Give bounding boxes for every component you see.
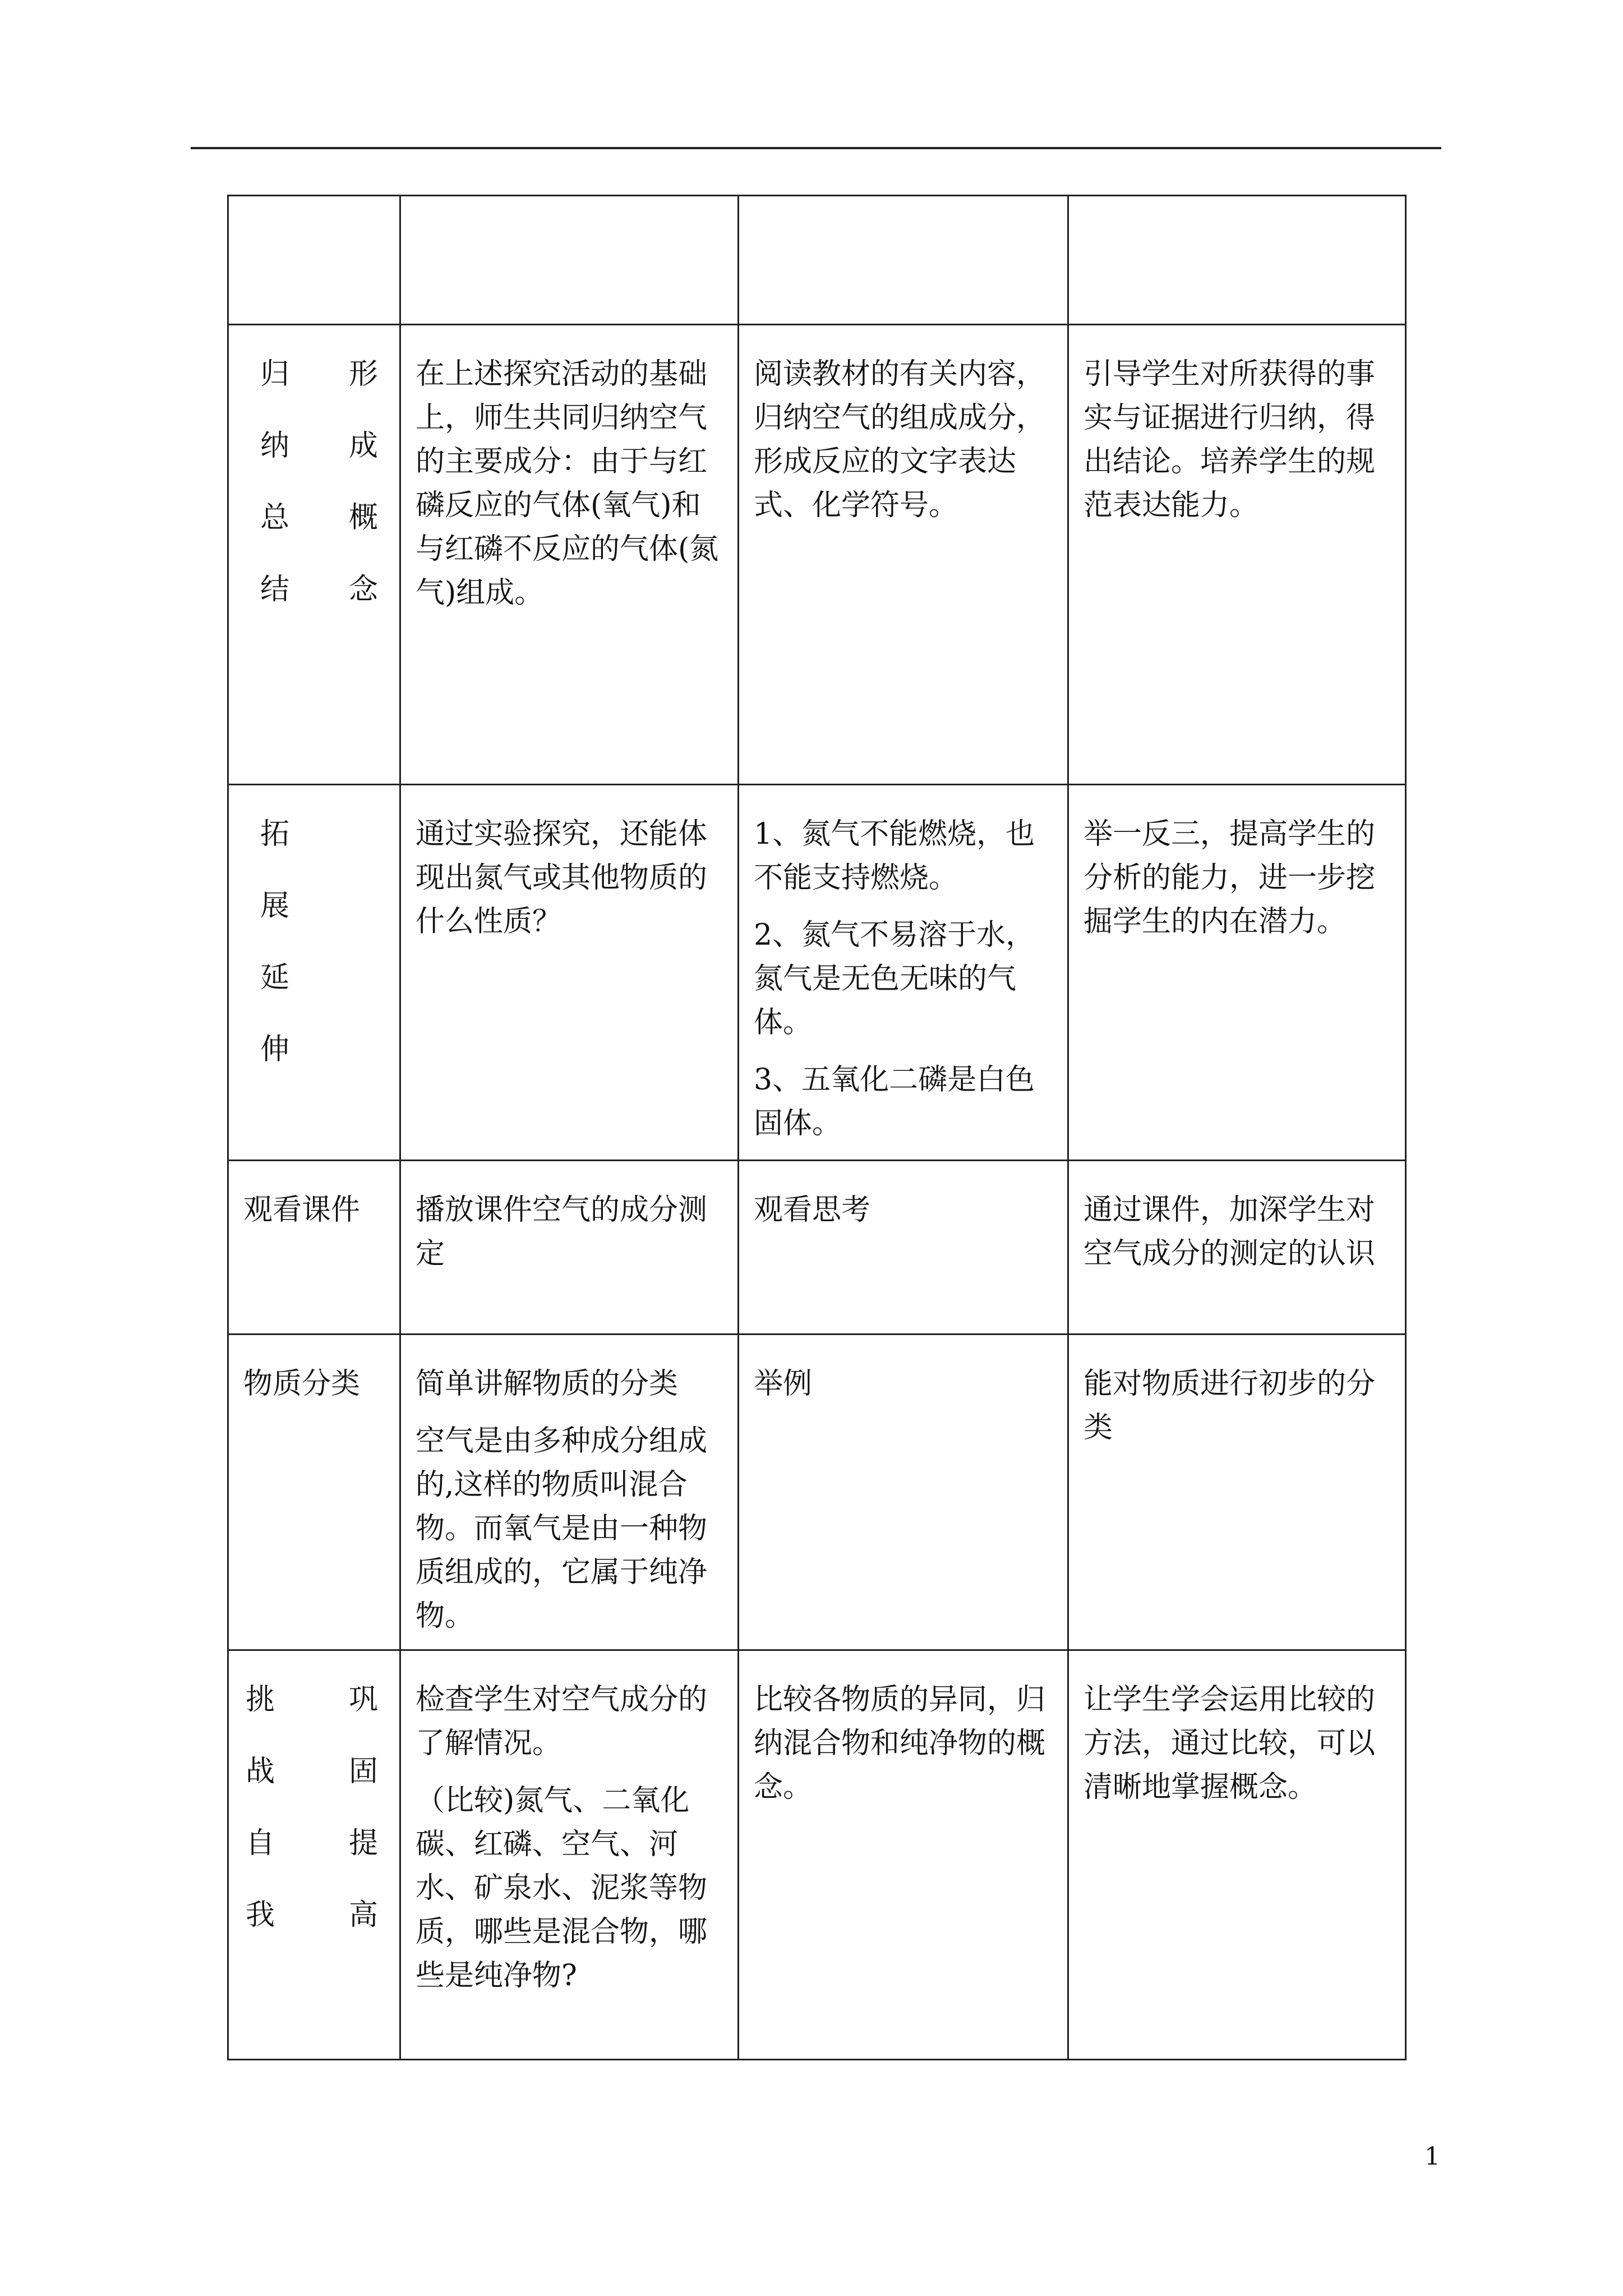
stage-char: 归 bbox=[260, 357, 290, 391]
table-row bbox=[228, 1335, 1406, 1650]
cell-student bbox=[739, 325, 1068, 785]
stage-char: 固 bbox=[348, 1755, 378, 1788]
student-activity: 2、氮气不易溶于水，氮气是无色无味的气体。 bbox=[754, 918, 1035, 1039]
stage-char: 巩 bbox=[348, 1683, 378, 1717]
student-activity: 1、氮气不能燃烧，也不能支持燃烧。 bbox=[754, 817, 1035, 895]
stage-char: 挑 bbox=[246, 1683, 275, 1717]
design-intent: 能对物质进行初步的分类 bbox=[1083, 1367, 1376, 1444]
cell-intent bbox=[1068, 1650, 1406, 2060]
table-row bbox=[228, 1161, 1406, 1335]
teacher-activity: 简单讲解物质的分类 bbox=[416, 1367, 679, 1401]
cell-intent bbox=[1068, 325, 1406, 785]
cell-stage bbox=[228, 196, 400, 325]
stage-char: 伸 bbox=[260, 1033, 290, 1066]
stage-char: 结 bbox=[260, 573, 290, 606]
stage-char: 概 bbox=[348, 501, 378, 535]
stage-label bbox=[243, 1678, 386, 1937]
table-row bbox=[228, 1650, 1406, 2060]
stage-char: 总 bbox=[260, 501, 290, 535]
stage-label: 物质分类 bbox=[243, 1367, 361, 1401]
stage-label: 观看课件 bbox=[243, 1193, 361, 1227]
teacher-activity: 通过实验探究，还能体现出氮气或其他物质的什么性质？ bbox=[416, 817, 708, 938]
cell-intent bbox=[1068, 196, 1406, 325]
cell-teacher bbox=[400, 325, 739, 785]
page-number: 1 bbox=[1424, 2142, 1440, 2171]
cell-teacher bbox=[400, 785, 739, 1161]
design-intent: 引导学生对所获得的事实与证据进行归纳，得出结论。培养学生的规范表达能力。 bbox=[1083, 357, 1376, 522]
teacher-activity: （比较)氮气、二氧化碳、红磷、空气、河水、矿泉水、泥浆等物质，哪些是混合物，哪些是纯净物? bbox=[416, 1784, 708, 1993]
cell-student bbox=[739, 1161, 1068, 1335]
cell-teacher bbox=[400, 196, 739, 325]
cell-student bbox=[739, 196, 1068, 325]
stage-char: 提 bbox=[348, 1826, 378, 1860]
lesson-table bbox=[227, 195, 1407, 2060]
teacher-activity: 检查学生对空气成分的了解情况。 bbox=[416, 1683, 708, 1760]
student-activity: 3、五氧化二磷是白色固体。 bbox=[754, 1063, 1035, 1140]
cell-student bbox=[739, 1335, 1068, 1650]
cell-teacher bbox=[400, 1650, 739, 2060]
design-intent: 让学生学会运用比较的方法，通过比较，可以清晰地掌握概念。 bbox=[1083, 1683, 1376, 1804]
design-intent: 通过课件，加深学生对空气成分的测定的认识 bbox=[1083, 1193, 1376, 1271]
stage-char: 我 bbox=[246, 1898, 275, 1932]
stage-char: 展 bbox=[260, 889, 290, 923]
stage-char: 形 bbox=[348, 357, 378, 391]
cell-student bbox=[739, 1650, 1068, 2060]
stage-char: 延 bbox=[260, 961, 290, 995]
cell-intent bbox=[1068, 1335, 1406, 1650]
cell-stage bbox=[228, 325, 400, 785]
stage-char: 自 bbox=[246, 1826, 275, 1860]
stage-char: 高 bbox=[348, 1898, 378, 1932]
table-row bbox=[228, 785, 1406, 1161]
stage-char: 纳 bbox=[260, 429, 290, 463]
table-row bbox=[228, 196, 1406, 325]
cell-student bbox=[739, 785, 1068, 1161]
cell-teacher bbox=[400, 1161, 739, 1335]
stage-char: 成 bbox=[348, 429, 378, 463]
teacher-activity: 在上述探究活动的基础上，师生共同归纳空气的主要成分：由于与红磷反应的气体(氧气)和与红磷不反应的气体(氮气)组成。 bbox=[416, 357, 719, 610]
design-intent: 举一反三，提高学生的分析的能力，进一步挖掘学生的内在潜力。 bbox=[1083, 817, 1376, 938]
cell-stage bbox=[228, 1335, 400, 1650]
cell-stage bbox=[228, 785, 400, 1161]
header-rule bbox=[191, 147, 1441, 149]
stage-char: 战 bbox=[246, 1755, 275, 1788]
stage-label bbox=[243, 352, 386, 611]
teacher-activity: 播放课件空气的成分测定 bbox=[416, 1193, 708, 1271]
cell-intent bbox=[1068, 785, 1406, 1161]
cell-stage bbox=[228, 1161, 400, 1335]
student-activity: 举例 bbox=[754, 1367, 813, 1401]
stage-char: 念 bbox=[348, 573, 378, 606]
student-activity: 观看思考 bbox=[754, 1193, 871, 1227]
stage-label bbox=[243, 812, 386, 1071]
table-row bbox=[228, 325, 1406, 785]
student-activity: 阅读教材的有关内容，归纳空气的组成成分，形成反应的文字表达式、化学符号。 bbox=[754, 357, 1046, 522]
cell-stage bbox=[228, 1650, 400, 2060]
cell-intent bbox=[1068, 1161, 1406, 1335]
teacher-activity: 空气是由多种成分组成的,这样的物质叫混合物。而氧气是由一种物质组成的，它属于纯净物。 bbox=[416, 1424, 708, 1633]
cell-teacher bbox=[400, 1335, 739, 1650]
student-activity: 比较各物质的异同，归纳混合物和纯净物的概念。 bbox=[754, 1683, 1046, 1804]
stage-char: 拓 bbox=[260, 817, 290, 851]
